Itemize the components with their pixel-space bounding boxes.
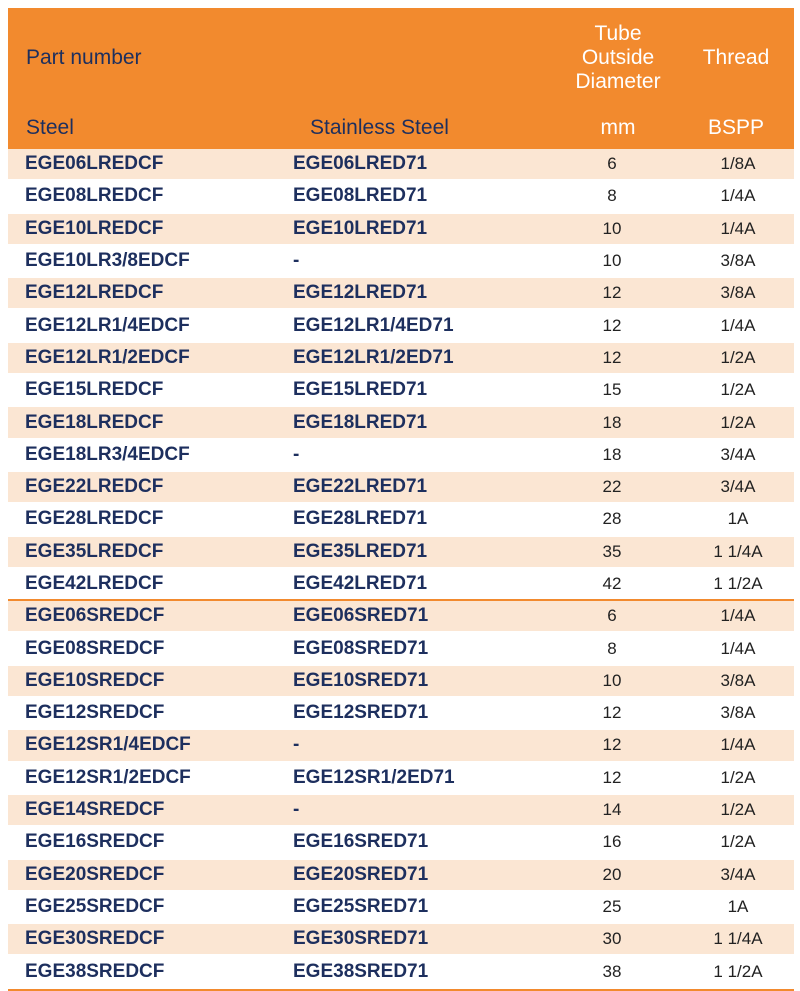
cell-stainless-part: - (293, 250, 300, 272)
cell-thread: 1/8A (720, 154, 756, 174)
cell-thread: 1/2A (720, 412, 756, 432)
cell-thread: 3/4A (720, 477, 756, 497)
table-row (8, 569, 794, 601)
cell-thread: 1/2A (720, 347, 756, 367)
cell-stainless-part: - (293, 443, 300, 465)
header-thread: Thread (702, 46, 770, 69)
table-row (8, 149, 794, 181)
cell-steel-part: EGE18LR3/4EDCF (25, 443, 190, 465)
cell-tube-od: 10 (602, 218, 622, 238)
cell-steel-part: EGE08SREDCF (25, 637, 165, 659)
table-row (8, 181, 794, 213)
cell-steel-part: EGE06SREDCF (25, 605, 165, 627)
cell-stainless-part: EGE30SRED71 (293, 928, 429, 950)
table-row (8, 214, 794, 246)
cell-stainless-part: EGE08SRED71 (293, 637, 429, 659)
cell-thread: 1/2A (720, 800, 756, 820)
cell-stainless-part: EGE12LR1/2ED71 (293, 346, 454, 368)
cell-tube-od: 20 (602, 864, 622, 884)
header-steel: Steel (26, 116, 74, 139)
cell-steel-part: EGE30SREDCF (25, 928, 165, 950)
cell-tube-od: 12 (602, 703, 622, 723)
cell-tube-od: 8 (607, 186, 617, 206)
cell-tube-od: 28 (602, 509, 622, 529)
header-tube-od (548, 22, 688, 94)
parts-table (8, 8, 794, 991)
cell-stainless-part: EGE12SRED71 (293, 702, 429, 724)
cell-thread: 1/2A (720, 767, 756, 787)
cell-steel-part: EGE12LREDCF (25, 282, 164, 304)
table-row (8, 537, 794, 569)
cell-stainless-part: EGE10LRED71 (293, 217, 428, 239)
cell-tube-od: 12 (602, 283, 622, 303)
cell-stainless-part: EGE16SRED71 (293, 831, 429, 853)
cell-thread: 3/4A (720, 864, 756, 884)
cell-steel-part: EGE16SREDCF (25, 831, 165, 853)
table-row (8, 278, 794, 310)
cell-steel-part: EGE14SREDCF (25, 799, 165, 821)
cell-tube-od: 22 (602, 477, 622, 497)
header-part-number: Part number (26, 46, 142, 69)
table-row (8, 246, 794, 278)
cell-steel-part: EGE12LR1/4EDCF (25, 314, 190, 336)
cell-steel-part: EGE22LREDCF (25, 476, 164, 498)
cell-steel-part: EGE10LREDCF (25, 217, 164, 239)
table-row (8, 795, 794, 827)
cell-tube-od: 6 (607, 606, 617, 626)
cell-thread: 3/8A (720, 703, 756, 723)
table-row (8, 601, 794, 633)
cell-thread: 1/2A (720, 832, 756, 852)
cell-steel-part: EGE10SREDCF (25, 669, 165, 691)
cell-stainless-part: EGE12LRED71 (293, 282, 428, 304)
table-row (8, 698, 794, 730)
table-row (8, 956, 794, 988)
cell-tube-od: 35 (602, 541, 622, 561)
cell-steel-part: EGE15LREDCF (25, 379, 164, 401)
table-row (8, 440, 794, 472)
cell-tube-od: 12 (602, 315, 622, 335)
header-tube-line2: Outside (581, 46, 655, 69)
table-header (8, 8, 794, 149)
table-row (8, 407, 794, 439)
cell-steel-part: EGE20SREDCF (25, 863, 165, 885)
cell-steel-part: EGE12SREDCF (25, 702, 165, 724)
table-row (8, 504, 794, 536)
cell-steel-part: EGE42LREDCF (25, 573, 164, 594)
cell-thread: 1 1/2A (713, 961, 763, 981)
cell-steel-part: EGE35LREDCF (25, 540, 164, 562)
cell-tube-od: 10 (602, 670, 622, 690)
cell-thread: 3/8A (720, 283, 756, 303)
cell-thread: 1/4A (720, 735, 756, 755)
table-row (8, 666, 794, 698)
table-row (8, 730, 794, 762)
cell-thread: 1A (727, 509, 749, 529)
cell-tube-od: 6 (607, 154, 617, 174)
cell-stainless-part: - (293, 799, 300, 821)
cell-tube-od: 12 (602, 735, 622, 755)
cell-stainless-part: EGE08LRED71 (293, 185, 428, 207)
cell-stainless-part: - (293, 734, 300, 756)
cell-tube-od: 42 (602, 574, 622, 593)
table-row (8, 827, 794, 859)
cell-tube-od: 38 (602, 961, 622, 981)
header-stainless-steel: Stainless Steel (310, 116, 449, 139)
cell-stainless-part: EGE28LRED71 (293, 508, 428, 530)
cell-steel-part: EGE08LREDCF (25, 185, 164, 207)
table-row (8, 892, 794, 924)
cell-steel-part: EGE10LR3/8EDCF (25, 250, 190, 272)
table-bottom-rule (8, 989, 794, 991)
header-tube-line3: Diameter (575, 70, 661, 93)
cell-steel-part: EGE25SREDCF (25, 895, 165, 917)
cell-tube-od: 12 (602, 767, 622, 787)
cell-steel-part: EGE18LREDCF (25, 411, 164, 433)
cell-thread: 1/4A (720, 638, 756, 658)
cell-stainless-part: EGE12SR1/2ED71 (293, 766, 455, 788)
cell-stainless-part: EGE35LRED71 (293, 540, 428, 562)
cell-tube-od: 16 (602, 832, 622, 852)
cell-thread: 1/2A (720, 380, 756, 400)
cell-steel-part: EGE12SR1/2EDCF (25, 766, 191, 788)
cell-tube-od: 14 (602, 800, 622, 820)
cell-tube-od: 30 (602, 929, 622, 949)
cell-thread: 1/4A (720, 218, 756, 238)
table-row (8, 472, 794, 504)
cell-steel-part: EGE38SREDCF (25, 960, 165, 982)
cell-steel-part: EGE06LREDCF (25, 153, 164, 175)
cell-steel-part: EGE28LREDCF (25, 508, 164, 530)
cell-stainless-part: EGE25SRED71 (293, 895, 429, 917)
cell-stainless-part: EGE12LR1/4ED71 (293, 314, 454, 336)
cell-thread: 3/8A (720, 670, 756, 690)
cell-tube-od: 15 (602, 380, 622, 400)
cell-steel-part: EGE12SR1/4EDCF (25, 734, 191, 756)
cell-stainless-part: EGE06SRED71 (293, 605, 429, 627)
cell-tube-od: 18 (602, 444, 622, 464)
cell-steel-part: EGE12LR1/2EDCF (25, 346, 190, 368)
header-bspp: BSPP (707, 116, 765, 139)
cell-thread: 3/8A (720, 251, 756, 271)
cell-stainless-part: EGE15LRED71 (293, 379, 428, 401)
cell-tube-od: 18 (602, 412, 622, 432)
cell-stainless-part: EGE22LRED71 (293, 476, 428, 498)
cell-thread: 1/4A (720, 606, 756, 626)
cell-thread: 1 1/2A (713, 574, 763, 593)
cell-thread: 1 1/4A (713, 929, 763, 949)
cell-tube-od: 8 (607, 638, 617, 658)
table-row (8, 924, 794, 956)
cell-tube-od: 12 (602, 347, 622, 367)
cell-thread: 3/4A (720, 444, 756, 464)
cell-thread: 1/4A (720, 315, 756, 335)
table-row (8, 860, 794, 892)
table-row (8, 763, 794, 795)
cell-stainless-part: EGE20SRED71 (293, 863, 429, 885)
table-body (8, 149, 794, 989)
cell-thread: 1 1/4A (713, 541, 763, 561)
cell-thread: 1/4A (720, 186, 756, 206)
cell-stainless-part: EGE06LRED71 (293, 153, 428, 175)
table-row (8, 343, 794, 375)
cell-stainless-part: EGE18LRED71 (293, 411, 428, 433)
table-row (8, 375, 794, 407)
cell-stainless-part: EGE38SRED71 (293, 960, 429, 982)
table-row (8, 310, 794, 342)
cell-stainless-part: EGE42LRED71 (293, 573, 428, 594)
header-mm: mm (600, 116, 636, 139)
cell-tube-od: 25 (602, 896, 622, 916)
cell-stainless-part: EGE10SRED71 (293, 669, 429, 691)
cell-thread: 1A (727, 896, 749, 916)
table-row (8, 633, 794, 665)
cell-tube-od: 10 (602, 251, 622, 271)
header-tube-line1: Tube (594, 22, 642, 45)
